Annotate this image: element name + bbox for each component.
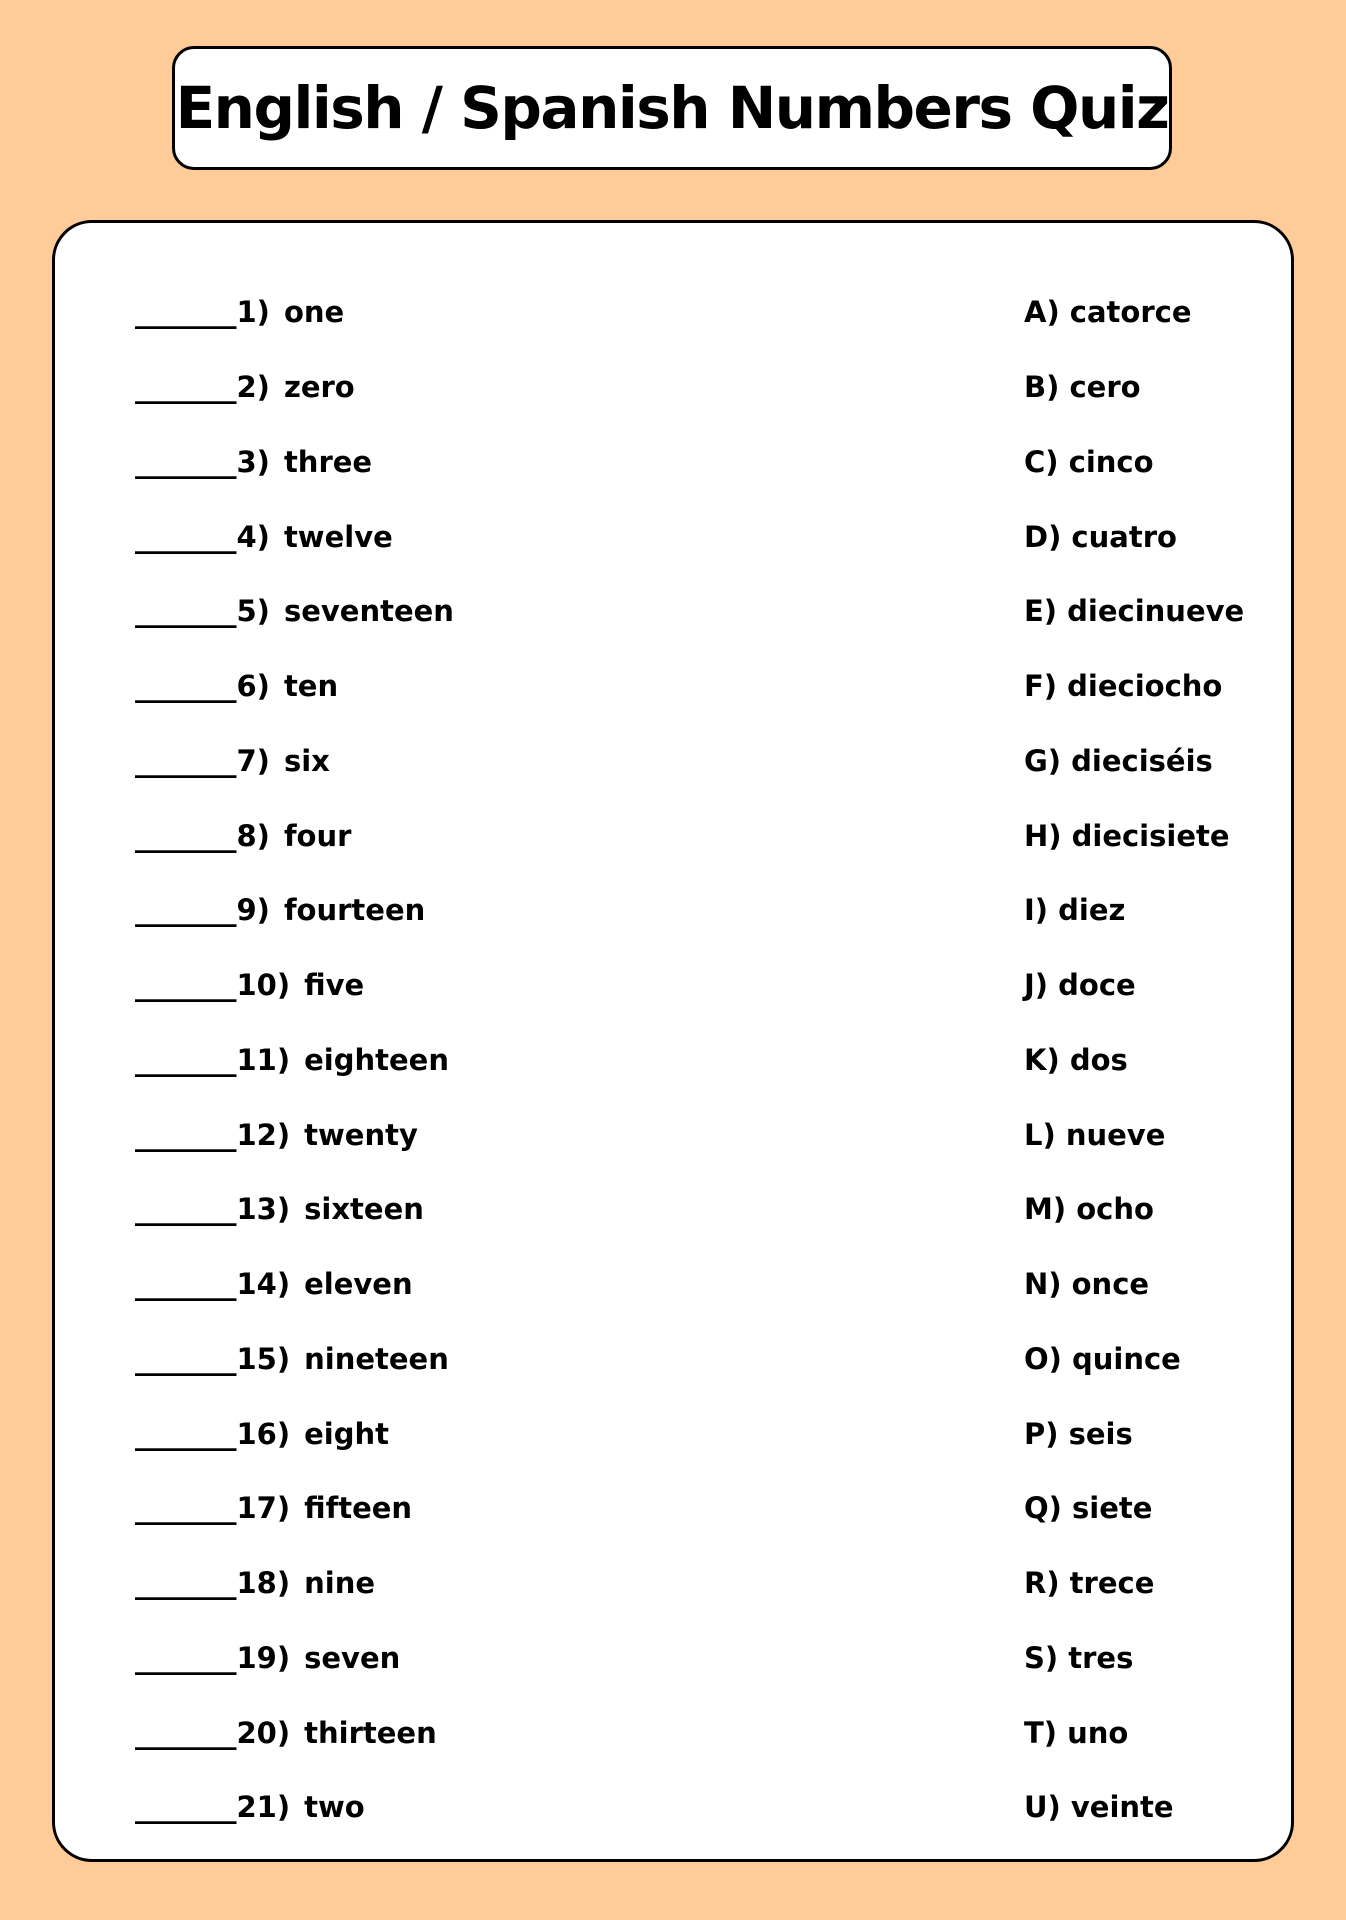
answer-blank[interactable]: _______ (135, 669, 237, 704)
answer-option: D) cuatro (1024, 519, 1177, 554)
question-number: 17) (236, 1491, 291, 1526)
quiz-panel (52, 220, 1294, 1862)
answer-option: J) doce (1024, 968, 1136, 1003)
question-item (135, 1322, 454, 1397)
answer-option: S) tres (1024, 1640, 1134, 1675)
question-number: 16) (236, 1416, 291, 1451)
answer-option: O) quince (1024, 1341, 1181, 1376)
question-word: fourteen (283, 893, 426, 928)
answer-blank[interactable]: _______ (135, 1192, 237, 1227)
question-item (135, 574, 454, 649)
answer-blank[interactable]: _______ (135, 1117, 237, 1152)
question-word: four (283, 818, 352, 853)
answer-option: H) diecisiete (1024, 818, 1230, 853)
question-word: zero (283, 370, 355, 405)
question-number: 8) (236, 818, 270, 853)
question-item (135, 1172, 454, 1247)
question-item (135, 499, 454, 574)
question-word: one (283, 295, 345, 330)
question-number: 2) (236, 370, 270, 405)
answer-blank[interactable]: _______ (135, 1640, 237, 1675)
answer-blank[interactable]: _______ (135, 818, 237, 853)
question-number: 7) (236, 743, 270, 778)
answer-option: F) dieciocho (1024, 669, 1223, 704)
question-item (135, 1247, 454, 1322)
question-word: twelve (283, 519, 393, 554)
answer-blank[interactable]: _______ (135, 1416, 237, 1451)
answer-option: K) dos (1024, 1042, 1128, 1077)
answer-option: B) cero (1024, 370, 1141, 405)
question-number: 13) (236, 1192, 291, 1227)
question-word: ten (283, 669, 339, 704)
answer-option: G) dieciséis (1024, 743, 1213, 778)
question-word: seven (304, 1640, 401, 1675)
question-word: nine (304, 1566, 376, 1601)
answer-blank[interactable]: _______ (135, 519, 237, 554)
question-number: 1) (236, 295, 270, 330)
answer-blank[interactable]: _______ (135, 370, 237, 405)
question-item (135, 1023, 454, 1098)
question-word: sixteen (304, 1192, 424, 1227)
question-word: eight (304, 1416, 390, 1451)
question-item (135, 1097, 454, 1172)
answer-option: E) diecinueve (1024, 594, 1245, 629)
answer-blank[interactable]: _______ (135, 1267, 237, 1302)
question-word: thirteen (304, 1715, 437, 1750)
question-number: 6) (236, 669, 270, 704)
answer-blank[interactable]: _______ (135, 893, 237, 928)
question-item (135, 798, 454, 873)
title-box (172, 46, 1172, 170)
answers-list (1024, 275, 1244, 1845)
question-word: eleven (304, 1267, 413, 1302)
answer-blank[interactable]: _______ (135, 444, 237, 479)
question-number: 15) (236, 1341, 291, 1376)
answer-blank[interactable]: _______ (135, 594, 237, 629)
question-number: 12) (236, 1117, 291, 1152)
question-number: 20) (236, 1715, 291, 1750)
question-item (135, 425, 454, 500)
answer-blank[interactable]: _______ (135, 295, 237, 330)
question-word: three (283, 444, 373, 479)
question-item (135, 1471, 454, 1546)
answer-blank[interactable]: _______ (135, 1341, 237, 1376)
question-word: eighteen (304, 1042, 449, 1077)
question-item (135, 724, 454, 799)
question-item (135, 1621, 454, 1696)
question-number: 11) (236, 1042, 291, 1077)
question-number: 10) (236, 968, 291, 1003)
page-title: English / Spanish Numbers Quiz (175, 74, 1169, 142)
answer-option: U) veinte (1024, 1790, 1174, 1825)
question-item (135, 948, 454, 1023)
question-item (135, 1770, 454, 1845)
answer-option: N) once (1024, 1267, 1150, 1302)
question-number: 5) (236, 594, 270, 629)
answer-blank[interactable]: _______ (135, 743, 237, 778)
question-number: 19) (236, 1640, 291, 1675)
answer-blank[interactable]: _______ (135, 1715, 237, 1750)
answer-option: I) diez (1024, 893, 1126, 928)
question-word: nineteen (304, 1341, 449, 1376)
answer-option: R) trece (1024, 1566, 1155, 1601)
answer-option: C) cinco (1024, 444, 1154, 479)
question-item (135, 1396, 454, 1471)
answer-blank[interactable]: _______ (135, 1790, 237, 1825)
question-number: 9) (236, 893, 270, 928)
question-item (135, 1695, 454, 1770)
answer-option: P) seis (1024, 1416, 1133, 1451)
question-number: 14) (236, 1267, 291, 1302)
question-item (135, 1546, 454, 1621)
answer-blank[interactable]: _______ (135, 968, 237, 1003)
question-number: 4) (236, 519, 270, 554)
question-number: 21) (236, 1790, 291, 1825)
answer-option: Q) siete (1024, 1491, 1153, 1526)
question-word: two (304, 1790, 365, 1825)
answer-option: L) nueve (1024, 1117, 1166, 1152)
answer-option: T) uno (1024, 1715, 1129, 1750)
answer-blank[interactable]: _______ (135, 1491, 237, 1526)
question-word: seventeen (283, 594, 454, 629)
answer-blank[interactable]: _______ (135, 1566, 237, 1601)
question-number: 18) (236, 1566, 291, 1601)
question-item (135, 649, 454, 724)
answer-option: A) catorce (1024, 295, 1192, 330)
question-item (135, 873, 454, 948)
answer-blank[interactable]: _______ (135, 1042, 237, 1077)
answer-option: M) ocho (1024, 1192, 1154, 1227)
question-word: fifteen (304, 1491, 413, 1526)
question-word: six (283, 743, 330, 778)
question-number: 3) (236, 444, 270, 479)
question-word: twenty (304, 1117, 418, 1152)
question-word: five (304, 968, 365, 1003)
questions-list (135, 275, 454, 1845)
question-item (135, 275, 454, 350)
question-item (135, 350, 454, 425)
